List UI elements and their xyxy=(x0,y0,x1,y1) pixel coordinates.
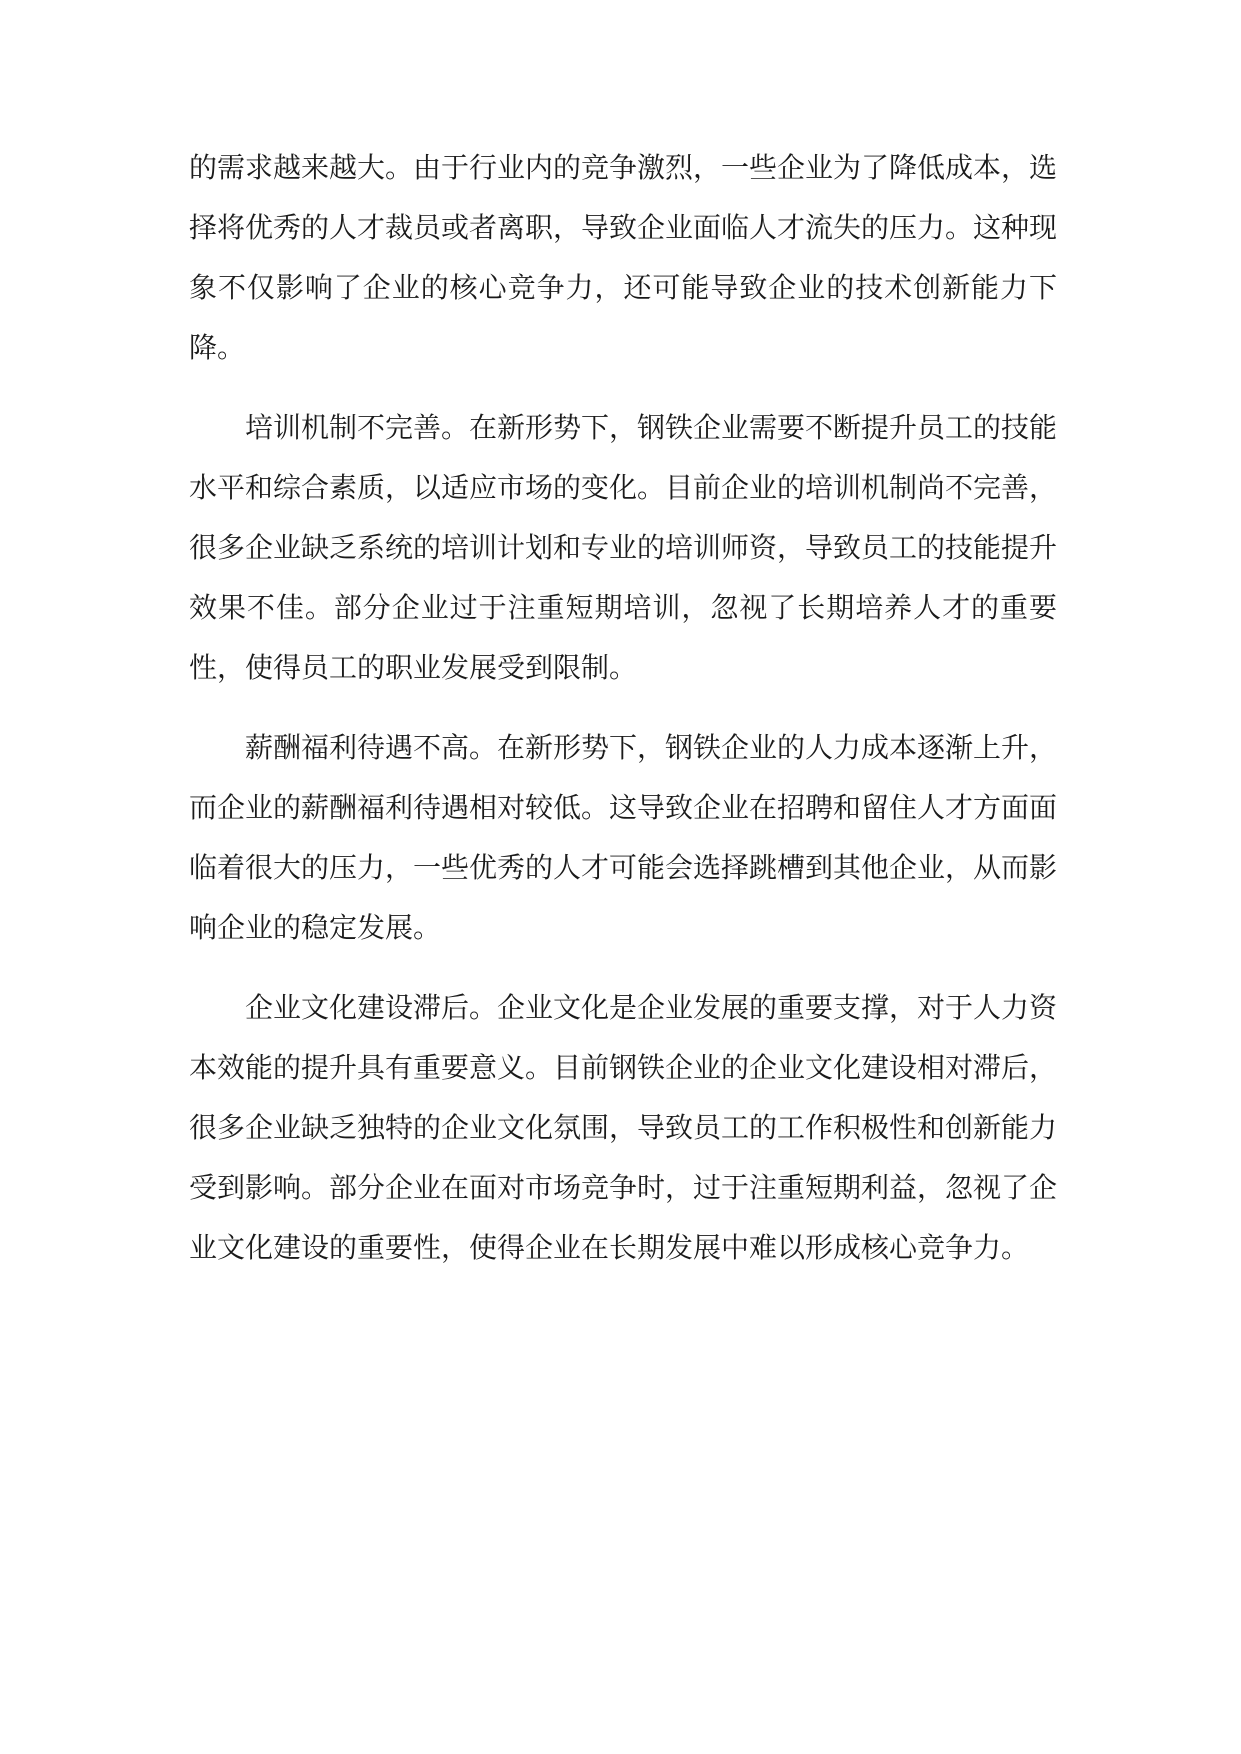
paragraph-continued: 的需求越来越大。由于行业内的竞争激烈，一些企业为了降低成本，选择将优秀的人才裁员或者离职，导致企业面临人才流失的压力。这种现象不仅影响了企业的核心竞争力，还可能导致企业的技术创新能力下降。 xyxy=(189,151,1058,364)
paragraph-training-mechanism: 培训机制不完善。在新形势下，钢铁企业需要不断提升员工的技能水平和综合素质，以适应市场的变化。目前企业的培训机制尚不完善，很多企业缺乏系统的培训计划和专业的培训师资，导致员工的技能提升效果不佳。部分企业过于注重短期培训，忽视了长期培养人才的重要性，使得员工的职业发展受到限制。 xyxy=(189,411,1058,684)
paragraph-corporate-culture: 企业文化建设滞后。企业文化是企业发展的重要支撑，对于人力资本效能的提升具有重要意义。目前钢铁企业的企业文化建设相对滞后，很多企业缺乏独特的企业文化氛围，导致员工的工作积极性和创新能力受到影响。部分企业在面对市场竞争时，过于注重短期利益，忽视了企业文化建设的重要性，使得企业在长期发展中难以形成核心竞争力。 xyxy=(189,991,1058,1264)
document-body xyxy=(189,138,1057,1298)
paragraph-compensation-benefits: 薪酬福利待遇不高。在新形势下，钢铁企业的人力成本逐渐上升，而企业的薪酬福利待遇相对较低。这导致企业在招聘和留住人才方面面临着很大的压力，一些优秀的人才可能会选择跳槽到其他企业，从而影响企业的稳定发展。 xyxy=(189,731,1058,944)
